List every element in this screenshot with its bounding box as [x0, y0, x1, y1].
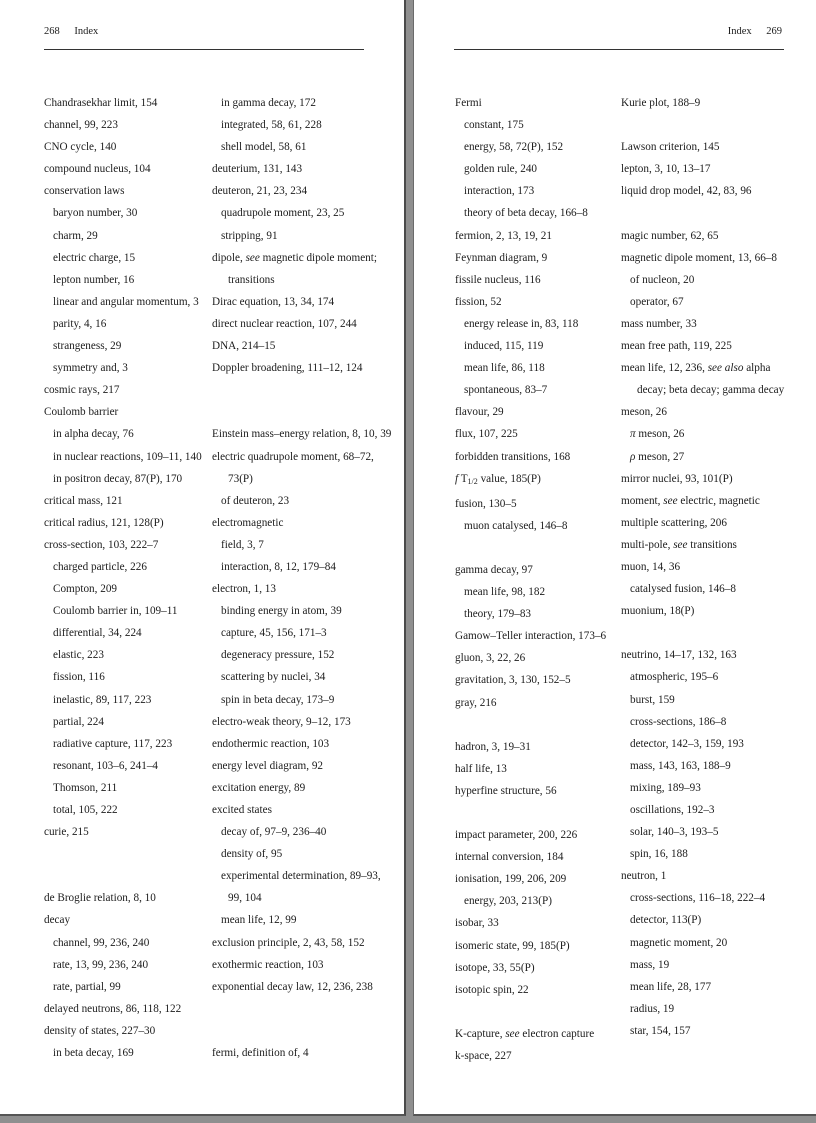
index-subentry: catalysed fusion, 146–8	[630, 583, 736, 596]
index-entry: magic number, 62, 65	[621, 229, 719, 242]
index-entry: fission, 52	[455, 295, 502, 308]
index-subentry: in nuclear reactions, 109–11, 140	[53, 450, 202, 463]
index-subentry: decay; beta decay; gamma decay	[637, 384, 785, 397]
index-entry: exponential decay law, 12, 236, 238	[212, 980, 373, 993]
index-subentry: mean life, 12, 99	[221, 914, 297, 927]
index-entry: internal conversion, 184	[455, 851, 564, 864]
index-entry: magnetic dipole moment, 13, 66–8	[621, 251, 777, 264]
index-entry: Einstein mass–energy relation, 8, 10, 39	[212, 428, 392, 441]
index-entry: compound nucleus, 104	[44, 163, 151, 176]
index-column-2	[212, 92, 398, 1064]
index-subentry: mean life, 98, 182	[464, 586, 546, 599]
index-entry: gravitation, 3, 130, 152–5	[455, 674, 571, 687]
index-entry: lepton, 3, 10, 13–17	[621, 163, 711, 176]
index-entry: electron, 1, 13	[212, 583, 276, 596]
entry-gap	[455, 714, 620, 736]
index-subentry: operator, 67	[630, 295, 684, 308]
index-entry: Coulomb barrier	[44, 406, 119, 419]
index-subentry: electric charge, 15	[53, 251, 136, 264]
index-entry: decay	[44, 914, 71, 927]
page-number: 269	[766, 26, 782, 37]
index-entry: half life, 13	[455, 762, 507, 775]
index-entry: isotopic spin, 22	[455, 983, 529, 996]
index-entry: flavour, 29	[455, 406, 504, 419]
index-subentry: golden rule, 240	[464, 163, 538, 176]
index-subentry: Compton, 209	[53, 583, 118, 596]
index-entry: forbidden transitions, 168	[455, 450, 571, 463]
index-entry: electric quadrupole moment, 68–72,	[212, 450, 374, 463]
entry-gap	[455, 802, 620, 824]
index-subentry: integrated, 58, 61, 228	[221, 119, 322, 132]
index-entry: delayed neutrons, 86, 118, 122	[44, 1002, 182, 1015]
header-rule	[454, 49, 784, 50]
index-entry: DNA, 214–15	[212, 340, 276, 353]
running-head: Index	[74, 26, 99, 37]
index-subentry: fission, 116	[53, 671, 105, 684]
index-entry: mass number, 33	[621, 317, 697, 330]
index-entry: curie, 215	[44, 826, 89, 839]
index-entry: multiple scattering, 206	[621, 516, 727, 529]
index-entry: moment, see electric, magnetic	[621, 494, 760, 507]
index-subentry: oscillations, 192–3	[630, 804, 715, 816]
index-entry: conservation laws	[44, 185, 125, 198]
index-entry: Gamow–Teller interaction, 173–6	[455, 630, 607, 643]
index-subentry: muon catalysed, 146–8	[464, 519, 568, 532]
index-subentry: in alpha decay, 76	[53, 428, 134, 441]
index-entry: channel, 99, 223	[44, 119, 118, 132]
entry-gap	[212, 1020, 398, 1042]
index-subentry: scattering by nuclei, 34	[221, 671, 326, 684]
index-entry: hadron, 3, 19–31	[455, 740, 531, 753]
index-subentry: star, 154, 157	[630, 1024, 691, 1037]
index-entry: Kurie plot, 188–9	[621, 97, 701, 109]
index-subentry: linear and angular momentum, 3	[53, 295, 199, 308]
entry-gap	[212, 401, 398, 423]
index-subentry: strangeness, 29	[53, 340, 122, 353]
index-entry: direct nuclear reaction, 107, 244	[212, 317, 357, 330]
left-page-header	[44, 26, 98, 37]
index-subentry: energy, 203, 213(P)	[464, 895, 552, 908]
index-entry: deuterium, 131, 143	[212, 163, 303, 176]
index-entry: exothermic reaction, 103	[212, 958, 324, 971]
index-entry: multi-pole, see transitions	[621, 538, 737, 551]
index-entry: mean free path, 119, 225	[621, 340, 732, 353]
index-entry: hyperfine structure, 56	[455, 784, 557, 797]
index-entry: mean life, 12, 236, see also alpha	[621, 362, 771, 375]
index-entry: fermion, 2, 13, 19, 21	[455, 229, 552, 242]
index-subentry: radius, 19	[630, 1002, 675, 1015]
index-subentry: differential, 34, 224	[53, 627, 142, 640]
index-entry: isotope, 33, 55(P)	[455, 961, 535, 974]
index-subentry: mixing, 189–93	[630, 781, 701, 794]
index-entry: exclusion principle, 2, 43, 58, 152	[212, 936, 365, 949]
entry-gap	[44, 843, 212, 865]
index-subentry: in beta decay, 169	[53, 1047, 134, 1060]
index-entry: flux, 107, 225	[455, 428, 518, 441]
index-entry: neutrino, 14–17, 132, 163	[621, 649, 737, 662]
index-subentry: detector, 113(P)	[630, 914, 702, 927]
index-subentry: magnetic moment, 20	[630, 936, 728, 949]
index-subentry: rate, partial, 99	[53, 980, 121, 993]
index-subentry: Coulomb barrier in, 109–11	[53, 605, 178, 618]
index-entry: f $T_{1/2}$ value, 185(P)	[455, 472, 541, 486]
index-entry: cosmic rays, 217	[44, 384, 120, 397]
index-subentry: total, 105, 222	[53, 804, 118, 816]
index-subentry: symmetry and, 3	[53, 362, 128, 375]
index-entry: muon, 14, 36	[621, 560, 681, 573]
index-subentry: of deuteron, 23	[221, 494, 290, 507]
index-entry: gray, 216	[455, 696, 497, 709]
entry-gap	[621, 202, 813, 224]
entry-gap	[212, 998, 398, 1020]
index-entry: excitation energy, 89	[212, 781, 306, 794]
index-entry: Feynman diagram, 9	[455, 251, 548, 264]
index-entry: muonium, 18(P)	[621, 605, 695, 618]
index-entry: Chandrasekhar limit, 154	[44, 97, 158, 109]
index-subentry: decay of, 97–9, 236–40	[221, 826, 327, 839]
index-entry: fusion, 130–5	[455, 497, 517, 510]
index-column-3	[455, 92, 620, 1067]
right-page	[413, 0, 816, 1116]
index-entry: gluon, 3, 22, 26	[455, 652, 526, 665]
index-subentry: experimental determination, 89–93,	[221, 870, 381, 883]
index-entry: Doppler broadening, 111–12, 124	[212, 362, 363, 375]
index-subentry: energy, 58, 72(P), 152	[464, 141, 564, 154]
index-subentry: radiative capture, 117, 223	[53, 737, 173, 750]
index-subentry: channel, 99, 236, 240	[53, 936, 150, 949]
index-entry: de Broglie relation, 8, 10	[44, 892, 156, 905]
index-entry: deuteron, 21, 23, 234	[212, 185, 308, 198]
index-subentry: constant, 175	[464, 119, 524, 132]
page-number: 268	[44, 26, 60, 37]
index-subentry: interaction, 8, 12, 179–84	[221, 560, 336, 573]
index-entry: cross-section, 103, 222–7	[44, 538, 159, 551]
index-entry: Fermi	[455, 97, 482, 109]
index-entry: gamma decay, 97	[455, 563, 533, 576]
index-subentry: in gamma decay, 172	[221, 97, 316, 109]
index-subentry: interaction, 173	[464, 185, 535, 198]
index-column-1	[44, 92, 212, 1064]
index-subentry: mean life, 28, 177	[630, 980, 712, 993]
left-page	[0, 0, 406, 1116]
index-entry: isobar, 33	[455, 917, 499, 930]
index-subentry: 73(P)	[228, 472, 253, 485]
index-entry: excited states	[212, 804, 272, 816]
index-entry: fermi, definition of, 4	[212, 1047, 309, 1060]
index-subentry: Thomson, 211	[53, 781, 118, 794]
index-subentry: mass, 19	[630, 958, 670, 971]
index-entry: K-capture, see electron capture	[455, 1027, 595, 1040]
index-subentry: binding energy in atom, 39	[221, 605, 342, 618]
index-entry: impact parameter, 200, 226	[455, 829, 578, 842]
index-subentry: stripping, 91	[221, 229, 278, 242]
index-entry: mirror nuclei, 93, 101(P)	[621, 472, 733, 485]
index-subentry: theory of beta decay, 166–8	[464, 207, 588, 220]
index-subentry: in positron decay, 87(P), 170	[53, 472, 183, 485]
index-entry: fissile nucleus, 116	[455, 273, 541, 286]
index-entry: critical radius, 121, 128(P)	[44, 516, 164, 529]
index-column-4	[621, 92, 813, 1042]
index-subentry: elastic, 223	[53, 649, 104, 662]
index-subentry: quadrupole moment, 23, 25	[221, 207, 345, 220]
index-entry: electro-weak theory, 9–12, 173	[212, 715, 351, 728]
index-subentry: burst, 159	[630, 693, 675, 706]
right-page-header	[728, 26, 782, 37]
index-subentry: spin, 16, 188	[630, 848, 688, 861]
index-subentry: lepton number, 16	[53, 273, 135, 286]
index-subentry: induced, 115, 119	[464, 340, 544, 353]
entry-gap	[212, 379, 398, 401]
index-subentry: energy release in, 83, 118	[464, 317, 579, 330]
index-entry: Lawson criterion, 145	[621, 141, 720, 154]
index-subentry: charged particle, 226	[53, 560, 147, 573]
index-subentry: shell model, 58, 61	[221, 141, 307, 154]
index-subentry: resonant, 103–6, 241–4	[53, 759, 159, 772]
index-entry: Dirac equation, 13, 34, 174	[212, 295, 335, 308]
entry-gap	[621, 114, 813, 136]
index-entry: neutron, 1	[621, 870, 667, 883]
index-entry: energy level diagram, 92	[212, 759, 324, 772]
index-entry: endothermic reaction, 103	[212, 737, 330, 750]
index-subentry: solar, 140–3, 193–5	[630, 826, 719, 839]
index-subentry: degeneracy pressure, 152	[221, 649, 335, 662]
header-rule	[44, 49, 364, 50]
index-subentry: theory, 179–83	[464, 608, 532, 621]
index-subentry: ρ meson, 27	[630, 450, 685, 463]
index-subentry: density of, 95	[221, 848, 283, 861]
index-entry: liquid drop model, 42, 83, 96	[621, 185, 752, 198]
index-entry: meson, 26	[621, 406, 667, 419]
index-entry: density of states, 227–30	[44, 1024, 156, 1037]
index-subentry: transitions	[228, 273, 275, 286]
entry-gap	[44, 865, 212, 887]
index-subentry: π meson, 26	[630, 428, 685, 441]
index-subentry: atmospheric, 195–6	[630, 671, 719, 684]
index-subentry: detector, 142–3, 159, 193	[630, 737, 744, 750]
index-subentry: field, 3, 7	[221, 538, 264, 551]
index-entry: critical mass, 121	[44, 494, 123, 507]
index-subentry: capture, 45, 156, 171–3	[221, 627, 327, 640]
entry-gap	[455, 537, 620, 559]
index-subentry: cross-sections, 186–8	[630, 715, 727, 728]
index-subentry: charm, 29	[53, 229, 98, 242]
index-subentry: mass, 143, 163, 188–9	[630, 759, 731, 772]
index-entry: k-space, 227	[455, 1050, 512, 1063]
index-subentry: mean life, 86, 118	[464, 362, 545, 375]
entry-gap	[455, 1001, 620, 1023]
index-subentry: inelastic, 89, 117, 223	[53, 693, 152, 706]
index-subentry: 99, 104	[228, 892, 262, 905]
index-subentry: rate, 13, 99, 236, 240	[53, 958, 149, 971]
index-entry: CNO cycle, 140	[44, 141, 117, 154]
index-subentry: spin in beta decay, 173–9	[221, 693, 335, 706]
index-entry: ionisation, 199, 206, 209	[455, 873, 567, 886]
index-subentry: of nucleon, 20	[630, 273, 695, 286]
entry-gap	[621, 622, 813, 644]
index-subentry: spontaneous, 83–7	[464, 384, 548, 397]
index-subentry: baryon number, 30	[53, 207, 138, 220]
index-entry: dipole, see magnetic dipole moment;	[212, 251, 377, 264]
index-entry: isomeric state, 99, 185(P)	[455, 939, 570, 952]
index-subentry: partial, 224	[53, 715, 104, 728]
index-subentry: parity, 4, 16	[53, 317, 107, 330]
index-subentry: cross-sections, 116–18, 222–4	[630, 892, 766, 905]
running-head: Index	[727, 26, 752, 37]
index-entry: electromagnetic	[212, 516, 284, 529]
